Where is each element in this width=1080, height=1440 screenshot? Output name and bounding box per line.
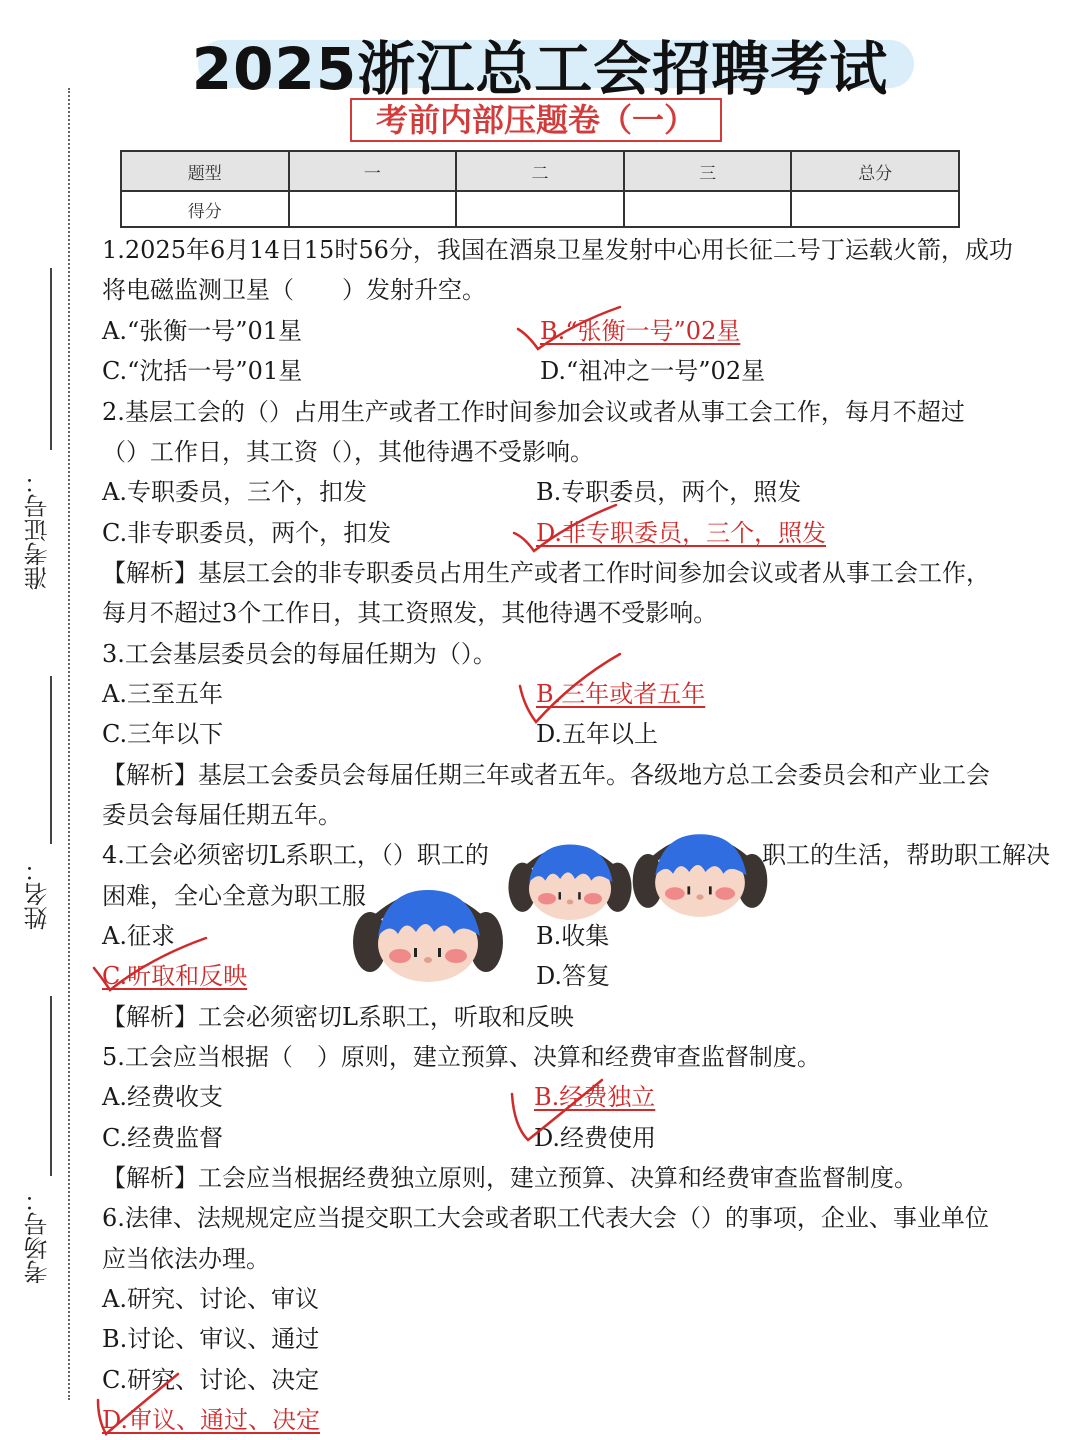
- room-blank[interactable]: [50, 996, 52, 1176]
- q2-option-a: A.专职委员，三个，扣发: [102, 478, 367, 506]
- q4-explanation: 【解析】工会必须密切L系职工，听取和反映: [102, 1003, 574, 1031]
- score-table-header: 题型: [121, 151, 289, 191]
- page-title: 2025浙江总工会招聘考试: [191, 35, 889, 103]
- q4-option-c-answer: C.听取和反映: [102, 962, 248, 990]
- q6-option-d-answer: D.审议、通过、决定: [102, 1406, 321, 1434]
- q2-option-c: C.非专职委员，两个，扣发: [102, 519, 392, 547]
- q3-explanation: 委员会每届任期五年。: [102, 801, 342, 829]
- q2-explanation: 【解析】基层工会的非专职委员占用生产或者工作时间参加会议或者从事工会工作，: [102, 559, 990, 587]
- exam-id-label: 准考证号：: [24, 470, 52, 590]
- checkmark-icon: [510, 503, 620, 555]
- q4-option-d: D.答复: [536, 962, 611, 990]
- checkmark-icon: [514, 650, 624, 728]
- q3-option-b-answer: B.三年或者五年: [536, 680, 706, 708]
- page-subtitle: 考前内部压题卷（一）: [350, 98, 722, 142]
- q4-stem: 4.工会必须密切L系职工，（）职工的: [102, 841, 489, 869]
- score-cell[interactable]: [624, 191, 792, 227]
- q3-explanation: 【解析】基层工会委员会每届任期三年或者五年。各级地方总工会委员会和产业工会: [102, 761, 990, 789]
- q6-stem: 应当依法办理。: [102, 1245, 270, 1273]
- q3-option-a: A.三至五年: [102, 680, 223, 708]
- score-table-header: 总分: [791, 151, 959, 191]
- q6-option-c: C.研究、讨论、决定: [102, 1366, 320, 1394]
- q1-option-a: A.“张衡一号”01星: [102, 317, 303, 345]
- q3-option-d: D.五年以上: [536, 720, 659, 748]
- score-row-label: 得分: [121, 191, 289, 227]
- score-cell[interactable]: [456, 191, 624, 227]
- q4-option-a: A.征求: [102, 922, 175, 950]
- q1-stem: 将电磁监测卫星（ ）发射升空。: [102, 276, 486, 304]
- q6-option-a: A.研究、讨论、审议: [102, 1285, 319, 1313]
- q4-stem: 职工的生活，帮助职工解决: [762, 841, 1050, 869]
- cartoon-avatar-sticker: [506, 830, 634, 928]
- cartoon-avatar-sticker: [350, 878, 506, 986]
- q2-stem: （）工作日，其工资（），其他待遇不受影响。: [102, 438, 594, 466]
- q2-option-d-answer: D.非专职委员，三个，照发: [536, 519, 827, 547]
- score-table: [120, 150, 960, 228]
- checkmark-icon: [506, 1076, 606, 1144]
- q4-stem: 困难，全心全意为职工服: [102, 882, 366, 910]
- exam-id-blank[interactable]: [50, 268, 52, 450]
- room-label: 考场号：: [24, 1188, 52, 1284]
- q3-stem: 3.工会基层委员会的每届任期为（）。: [102, 640, 497, 668]
- q2-explanation: 每月不超过3个工作日，其工资照发，其他待遇不受影响。: [102, 599, 718, 627]
- q5-stem: 5.工会应当根据（ ）原则，建立预算、决算和经费审查监督制度。: [102, 1043, 821, 1071]
- name-blank[interactable]: [50, 676, 52, 844]
- checkmark-icon: [92, 1372, 182, 1438]
- q1-option-c: C.“沈括一号”01星: [102, 357, 303, 385]
- score-table-header: 二: [456, 151, 624, 191]
- q5-option-b-answer: B.经费独立: [534, 1083, 656, 1111]
- q3-option-c: C.三年以下: [102, 720, 224, 748]
- q2-option-b: B.专职委员，两个，照发: [536, 478, 802, 506]
- score-cell[interactable]: [791, 191, 959, 227]
- q1-option-d: D.“祖冲之一号”02星: [540, 357, 766, 385]
- checkmark-icon: [514, 305, 624, 355]
- q5-option-c: C.经费监督: [102, 1124, 224, 1152]
- q5-option-a: A.经费收支: [102, 1083, 223, 1111]
- q1-stem: 1.2025年6月14日15时56分，我国在酒泉卫星发射中心用长征二号丁运载火箭，成功: [102, 236, 1013, 264]
- q5-option-d: D.经费使用: [534, 1124, 657, 1152]
- name-label: 姓名：: [24, 858, 52, 930]
- binding-dotted-line: [68, 88, 70, 1400]
- score-table-header: 一: [289, 151, 457, 191]
- score-cell[interactable]: [289, 191, 457, 227]
- q6-stem: 6.法律、法规规定应当提交职工大会或者职工代表大会（）的事项，企业、事业单位: [102, 1204, 989, 1232]
- q4-option-b: B.收集: [536, 922, 610, 950]
- q2-stem: 2.基层工会的（）占用生产或者工作时间参加会议或者从事工会工作，每月不超过: [102, 398, 965, 426]
- cartoon-avatar-sticker: [630, 822, 770, 922]
- q6-option-b: B.讨论、审议、通过: [102, 1325, 320, 1353]
- q1-option-b-answer: B.“张衡一号”02星: [540, 317, 741, 345]
- q5-explanation: 【解析】工会应当根据经费独立原则，建立预算、决算和经费审查监督制度。: [102, 1164, 918, 1192]
- checkmark-icon: [90, 936, 210, 996]
- score-table-header: 三: [624, 151, 792, 191]
